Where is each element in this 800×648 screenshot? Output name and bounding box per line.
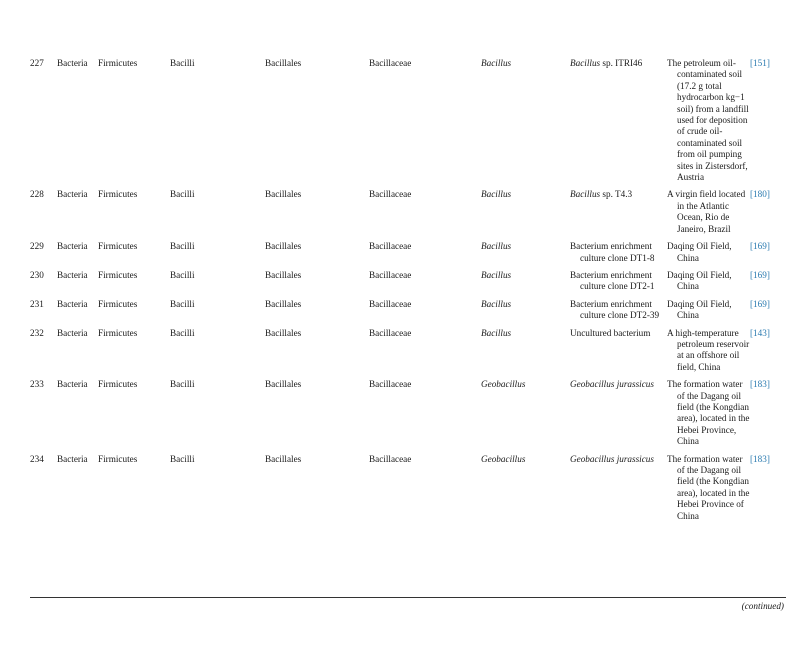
source-cell [667, 328, 750, 380]
domain-cell: Bacteria [57, 269, 88, 280]
source-cell [667, 379, 750, 453]
source-cell [667, 58, 750, 189]
genus-cell: Bacillus [481, 189, 512, 200]
domain-cell: Bacteria [57, 379, 88, 390]
row-number: 230 [30, 269, 44, 280]
class-cell: Bacilli [170, 189, 195, 200]
species-text: Bacillus sp. T4.3 [570, 189, 633, 200]
taxonomy-table [30, 58, 786, 528]
class-cell: Bacilli [170, 327, 195, 338]
family-cell: Bacillaceae [369, 298, 412, 309]
row-number: 234 [30, 453, 44, 464]
reference-link[interactable]: [169] [750, 241, 770, 252]
phylum-cell: Firmicutes [98, 189, 138, 200]
source-cell [667, 299, 750, 328]
row-number: 231 [30, 298, 44, 309]
order-cell: Bacillales [265, 379, 302, 390]
reference-link[interactable]: [183] [750, 453, 770, 464]
species-genus-italic: Bacillus [570, 58, 601, 68]
row-number: 232 [30, 327, 44, 338]
domain-cell: Bacteria [57, 327, 88, 338]
species-cell [570, 454, 667, 528]
source-text: A virgin field located in the Atlantic Ocean, Rio de Janeiro, Brazil [667, 189, 746, 234]
species-cell [570, 299, 667, 328]
family-cell: Bacillaceae [369, 379, 412, 390]
source-text: Daqing Oil Field, China [667, 269, 732, 292]
continued-note: (continued) [741, 601, 784, 611]
phylum-cell: Firmicutes [98, 327, 138, 338]
species-genus-italic: Bacillus [570, 189, 601, 200]
family-cell: Bacillaceae [369, 269, 412, 280]
phylum-cell: Firmicutes [98, 269, 138, 280]
genus-cell: Bacillus [481, 298, 512, 309]
order-cell: Bacillales [265, 269, 302, 280]
table-row [30, 328, 786, 380]
row-number: 227 [30, 58, 44, 68]
source-text: Daqing Oil Field, China [667, 298, 732, 321]
order-cell: Bacillales [265, 298, 302, 309]
table-row [30, 299, 786, 328]
source-cell [667, 270, 750, 299]
source-cell [667, 241, 750, 270]
genus-cell: Geobacillus [481, 453, 526, 464]
reference-link[interactable]: [169] [750, 298, 770, 309]
species-cell [570, 270, 667, 299]
domain-cell: Bacteria [57, 58, 88, 68]
species-text: Uncultured bacterium [570, 327, 651, 338]
species-cell [570, 189, 667, 241]
order-cell: Bacillales [265, 453, 302, 464]
class-cell: Bacilli [170, 453, 195, 464]
source-text: Daqing Oil Field, China [667, 241, 732, 263]
table-row [30, 270, 786, 299]
source-text: The petroleum oil-contaminated soil (17.2 g total hydrocarbon kg−1 soil) from a landfill used for deposition of crude oil-contaminated soil from oil pumping sites in Zistersdorf, Austria [667, 58, 749, 183]
source-text: The formation water of the Dagang oil field (the Kongdian area), located in the Hebei Province of China [667, 453, 750, 521]
phylum-cell: Firmicutes [98, 298, 138, 309]
source-text: A high-temperature petroleum reservoir at an offshore oil field, China [667, 327, 750, 372]
source-text: The formation water of the Dagang oil field (the Kongdian area), located in the Hebei Province, China [667, 379, 750, 447]
family-cell: Bacillaceae [369, 58, 412, 68]
phylum-cell: Firmicutes [98, 379, 138, 390]
class-cell: Bacilli [170, 241, 195, 252]
table-row [30, 241, 786, 270]
domain-cell: Bacteria [57, 298, 88, 309]
order-cell: Bacillales [265, 327, 302, 338]
table-row [30, 454, 786, 528]
order-cell: Bacillales [265, 58, 302, 68]
reference-link[interactable]: [151] [750, 58, 770, 68]
species-text: Bacterium enrichment culture clone DT1-8 [570, 241, 655, 263]
reference-link[interactable]: [180] [750, 189, 770, 200]
domain-cell: Bacteria [57, 453, 88, 464]
reference-link[interactable]: [169] [750, 269, 770, 280]
class-cell: Bacilli [170, 58, 195, 68]
table-row [30, 379, 786, 453]
species-text: Bacillus sp. ITRI46 [570, 58, 643, 68]
family-cell: Bacillaceae [369, 453, 412, 464]
reference-link[interactable]: [183] [750, 379, 770, 390]
phylum-cell: Firmicutes [98, 58, 138, 68]
phylum-cell: Firmicutes [98, 453, 138, 464]
table-bottom-rule [30, 597, 786, 598]
species-text: Geobacillus jurassicus [570, 453, 654, 464]
row-number: 228 [30, 189, 44, 200]
source-cell [667, 189, 750, 241]
row-number: 233 [30, 379, 44, 390]
family-cell: Bacillaceae [369, 189, 412, 200]
genus-cell: Geobacillus [481, 379, 526, 390]
genus-cell: Bacillus [481, 269, 512, 280]
order-cell: Bacillales [265, 189, 302, 200]
source-cell [667, 454, 750, 528]
phylum-cell: Firmicutes [98, 241, 138, 252]
class-cell: Bacilli [170, 298, 195, 309]
reference-link[interactable]: [143] [750, 327, 770, 338]
domain-cell: Bacteria [57, 241, 88, 252]
genus-cell: Bacillus [481, 241, 512, 252]
species-text: Bacterium enrichment culture clone DT2-39 [570, 298, 660, 321]
table-row [30, 189, 786, 241]
family-cell: Bacillaceae [369, 327, 412, 338]
domain-cell: Bacteria [57, 189, 88, 200]
class-cell: Bacilli [170, 269, 195, 280]
species-text: Geobacillus jurassicus [570, 379, 654, 390]
species-text: Bacterium enrichment culture clone DT2-1 [570, 269, 655, 292]
species-cell [570, 379, 667, 453]
genus-cell: Bacillus [481, 58, 512, 68]
table-row [30, 58, 786, 189]
species-cell [570, 241, 667, 270]
family-cell: Bacillaceae [369, 241, 412, 252]
species-cell [570, 328, 667, 380]
species-cell [570, 58, 667, 189]
row-number: 229 [30, 241, 44, 252]
genus-cell: Bacillus [481, 327, 512, 338]
table-body [30, 58, 786, 528]
class-cell: Bacilli [170, 379, 195, 390]
order-cell: Bacillales [265, 241, 302, 252]
